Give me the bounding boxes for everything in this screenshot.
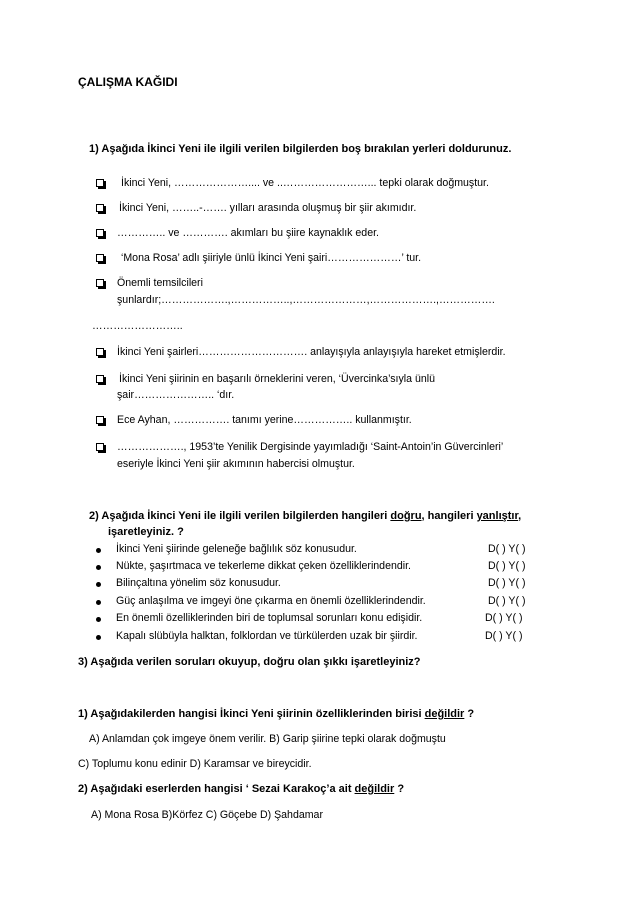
checkbox-icon xyxy=(96,229,106,239)
checkbox-icon xyxy=(96,416,106,426)
checkbox-icon xyxy=(96,443,106,453)
fill-item-8: Ece Ayhan, ……………. tanımı yerine…………….. kullanmıştır. xyxy=(117,414,412,426)
fill-item-5: Önemli temsilcileri xyxy=(117,277,203,289)
checkbox-icon xyxy=(96,348,106,358)
checkbox-icon xyxy=(96,179,106,189)
tf-item-4: Güç anlaşılma ve imgeyi öne çıkarma en önemli özelliklerindendir. xyxy=(116,595,426,607)
fill-item-5-line3: …………………….. xyxy=(92,320,183,332)
tf-choice-1: D( ) Y( ) xyxy=(488,543,526,555)
page-title: ÇALIŞMA KAĞIDI xyxy=(78,75,178,89)
tf-choice-4: D( ) Y( ) xyxy=(488,595,526,607)
tf-choice-5: D( ) Y( ) xyxy=(485,612,523,624)
tf-item-5: En önemli özelliklerinden biri de toplumsal sorunları konu edişidir. xyxy=(116,612,423,624)
bullet-icon xyxy=(96,548,101,553)
question1-stem: 1) Aşağıdakilerden hangisi İkinci Yeni şiirinin özelliklerinden birisi değildir ? xyxy=(78,708,475,720)
checkbox-icon xyxy=(96,254,106,264)
tf-item-1: İkinci Yeni şiirinde geleneğe bağlılık söz konusudur. xyxy=(116,543,357,555)
fill-item-3: ………….. ve …………. akımları bu şiire kaynaklık eder. xyxy=(117,227,379,239)
section1-heading: 1) Aşağıda İkinci Yeni ile ilgili verilen bilgilerden boş bırakılan yerleri doldurunuz. xyxy=(89,143,512,155)
fill-item-5-line2: şunlardır;……………….,……………..,…………………,……………….,……………. xyxy=(117,294,495,306)
fill-item-9-line2: eseriyle İkinci Yeni şiir akımının habercisi olmuştur. xyxy=(117,458,355,470)
tf-item-3: Bilinçaltına yönelim söz konusudur. xyxy=(116,577,281,589)
bullet-icon xyxy=(96,565,101,570)
tf-choice-3: D( ) Y( ) xyxy=(488,577,526,589)
section2-heading-line2: işaretleyiniz. ? xyxy=(108,526,184,538)
bullet-icon xyxy=(96,617,101,622)
tf-choice-6: D( ) Y( ) xyxy=(485,630,523,642)
question1-options-line1: A) Anlamdan çok imgeye önem verilir. B) Garip şiirine tepki olarak doğmuştu xyxy=(89,733,446,745)
bullet-icon xyxy=(96,635,101,640)
checkbox-icon xyxy=(96,204,106,214)
fill-item-1: İkinci Yeni, ………………….... ve ..……………………... tepki olarak doğmuştur. xyxy=(121,177,489,189)
fill-item-7-line2: şair………………….. ‘dır. xyxy=(117,389,235,401)
fill-item-2: İkinci Yeni, ……..-……. yılları arasında oluşmuş bir şiir akımıdır. xyxy=(119,202,417,214)
question2-options: A) Mona Rosa B)Körfez C) Göçebe D) Şahdamar xyxy=(91,809,323,821)
fill-item-6: İkinci Yeni şairleri…………………………. anlayışıyla anlayışıyla hareket etmişlerdir. xyxy=(117,346,506,358)
tf-item-6: Kapalı slübüyla halktan, folklordan ve türkülerden uzak bir şiirdir. xyxy=(116,630,418,642)
question1-options-line2: C) Toplumu konu edinir D) Karamsar ve bireycidir. xyxy=(78,758,312,770)
fill-item-4: ‘Mona Rosa’ adlı şiiriyle ünlü İkinci Yeni şairi…………………’ tur. xyxy=(121,252,422,264)
checkbox-icon xyxy=(96,279,106,289)
section3-heading: 3) Aşağıda verilen soruları okuyup, doğru olan şıkkı işaretleyiniz? xyxy=(78,656,421,668)
bullet-icon xyxy=(96,600,101,605)
checkbox-icon xyxy=(96,375,106,385)
question2-stem: 2) Aşağıdaki eserlerden hangisi ‘ Sezai Karakoç’a ait değildir ? xyxy=(78,783,405,795)
section2-heading: 2) Aşağıda İkinci Yeni ile ilgili verilen bilgilerden hangileri doğru, hangileri yanlıştır, xyxy=(89,510,522,522)
fill-item-7: İkinci Yeni şiirinin en başarılı örneklerini veren, ‘Üvercinka’sıyla ünlü xyxy=(119,373,436,385)
bullet-icon xyxy=(96,582,101,587)
tf-item-2: Nükte, şaşırtmaca ve tekerleme dikkat çeken özelliklerindendir. xyxy=(116,560,411,572)
tf-choice-2: D( ) Y( ) xyxy=(488,560,526,572)
fill-item-9: ………………., 1953’te Yenilik Dergisinde yayımladığı ‘Saint-Antoin’in Güvercinleri’ xyxy=(117,441,504,453)
